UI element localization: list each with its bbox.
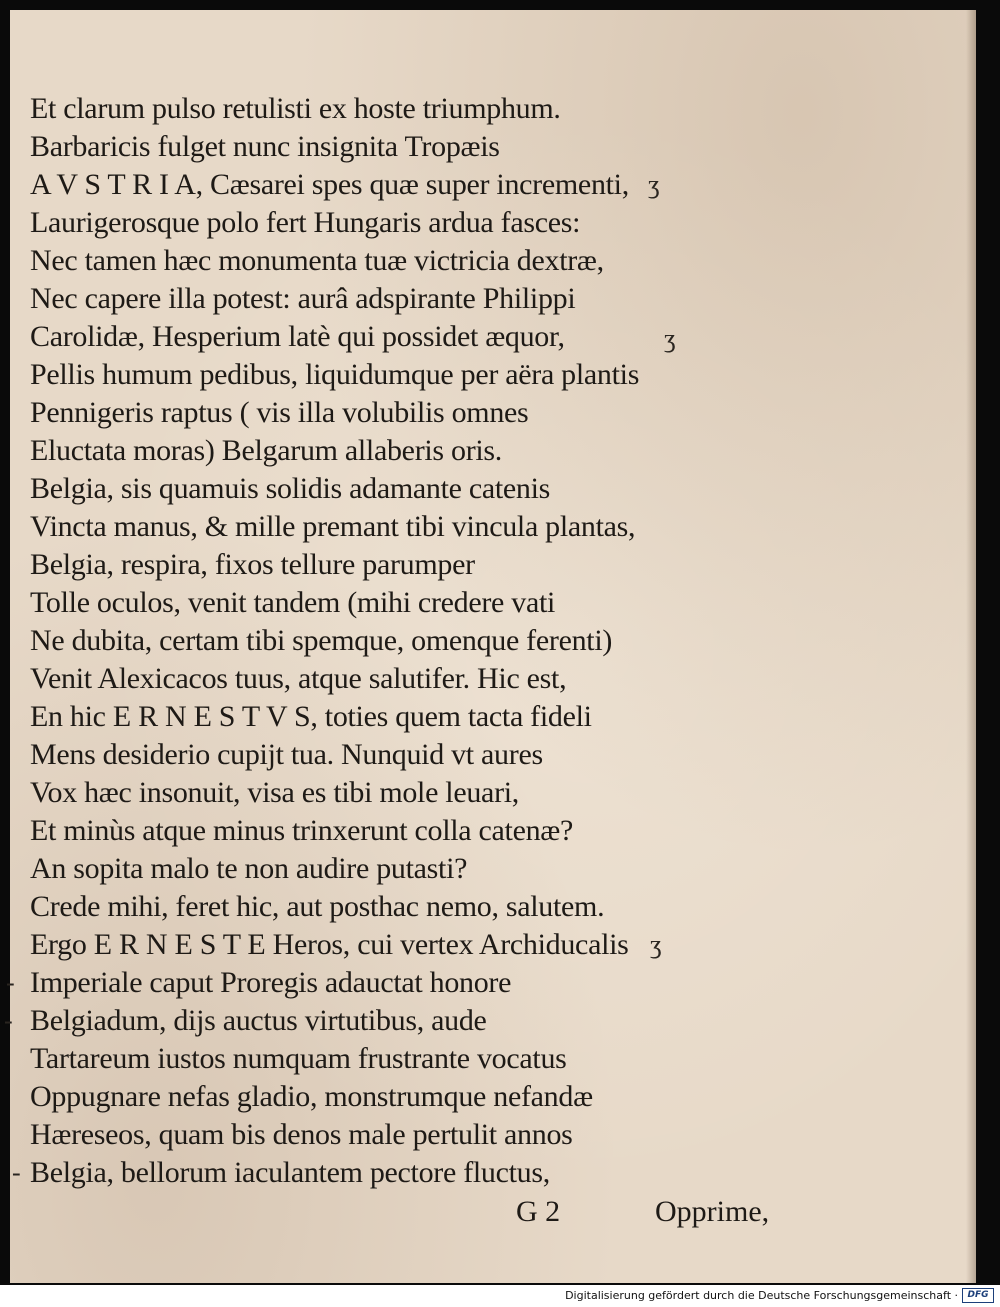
- margin-mark: ʒ: [650, 930, 662, 959]
- verse-line-28: Hæreseos, quam bis denos male pertulit annos: [30, 1118, 573, 1151]
- verse-line-23: Ergo E R N E S T E Heros, cui vertex Archiducalis: [30, 928, 629, 961]
- verse-line-13: Belgia, respira, fixos tellure parumper: [30, 548, 475, 581]
- book-page: [4, 10, 976, 1283]
- verse-line-5: Nec tamen hæc monumenta tuæ victricia dextræ,: [30, 244, 604, 277]
- verse-line-1: Et clarum pulso retulisti ex hoste triumphum.: [30, 92, 561, 125]
- verse-line-18: Mens desiderio cupijt tua. Nunquid vt aures: [30, 738, 543, 771]
- margin-mark: -: [4, 1006, 13, 1035]
- verse-line-3: A V S T R I A, Cæsarei spes quæ super incrementi,: [30, 168, 629, 201]
- verse-line-25: Belgiadum, dijs auctus virtutibus, aude: [30, 1004, 487, 1037]
- verse-line-19: Vox hæc insonuit, visa es tibi mole leuari,: [30, 776, 519, 809]
- verse-line-7: Carolidæ, Hesperium latè qui possidet æquor,: [30, 320, 565, 353]
- digitization-credit-bar: [0, 1285, 1000, 1307]
- verse-line-16: Venit Alexicacos tuus, atque salutifer. Hic est,: [30, 662, 567, 695]
- dfg-logo: DFG: [962, 1288, 994, 1303]
- verse-line-15: Ne dubita, certam tibi spemque, omenque ferenti): [30, 624, 613, 657]
- catchword: Opprime,: [655, 1195, 770, 1228]
- margin-mark: ʒ: [664, 324, 676, 353]
- verse-line-12: Vincta manus, & mille premant tibi vincula plantas,: [30, 510, 636, 543]
- verse-line-24: Imperiale caput Proregis adauctat honore: [30, 966, 512, 999]
- verse-line-2: Barbaricis fulget nunc insignita Tropæis: [30, 130, 500, 163]
- verse-line-4: Laurigerosque polo fert Hungaris ardua fasces:: [30, 206, 581, 239]
- verse-line-17: En hic E R N E S T V S, toties quem tacta fideli: [30, 700, 592, 733]
- verse-line-9: Pennigeris raptus ( vis illa volubilis omnes: [30, 396, 529, 429]
- verse-line-14: Tolle oculos, venit tandem (mihi credere vati: [30, 586, 556, 619]
- verse-line-21: An sopita malo te non audire putasti?: [30, 852, 468, 885]
- verse-line-27: Oppugnare nefas gladio, monstrumque nefandæ: [30, 1080, 593, 1113]
- verse-line-20: Et minùs atque minus trinxerunt colla catenæ?: [30, 814, 574, 847]
- credit-text: Digitalisierung gefördert durch die Deutsche Forschungsgemeinschaft ·: [565, 1289, 958, 1302]
- signature-mark: G 2: [516, 1195, 561, 1228]
- margin-mark: -: [12, 1158, 21, 1187]
- margin-mark: -: [6, 968, 15, 997]
- verse-line-29: Belgia, bellorum iaculantem pectore fluctus,: [30, 1156, 550, 1189]
- verse-line-6: Nec capere illa potest: aurâ adspirante Philippi: [30, 282, 576, 315]
- verse-line-8: Pellis humum pedibus, liquidumque per aëra plantis: [30, 358, 640, 391]
- verse-line-10: Eluctata moras) Belgarum allaberis oris.: [30, 434, 502, 467]
- margin-mark: ʒ: [648, 170, 660, 199]
- verse-line-26: Tartareum iustos numquam frustrante vocatus: [30, 1042, 567, 1075]
- verse-line-11: Belgia, sis quamuis solidis adamante catenis: [30, 472, 551, 505]
- verse-line-22: Crede mihi, feret hic, aut posthac nemo, salutem.: [30, 890, 605, 923]
